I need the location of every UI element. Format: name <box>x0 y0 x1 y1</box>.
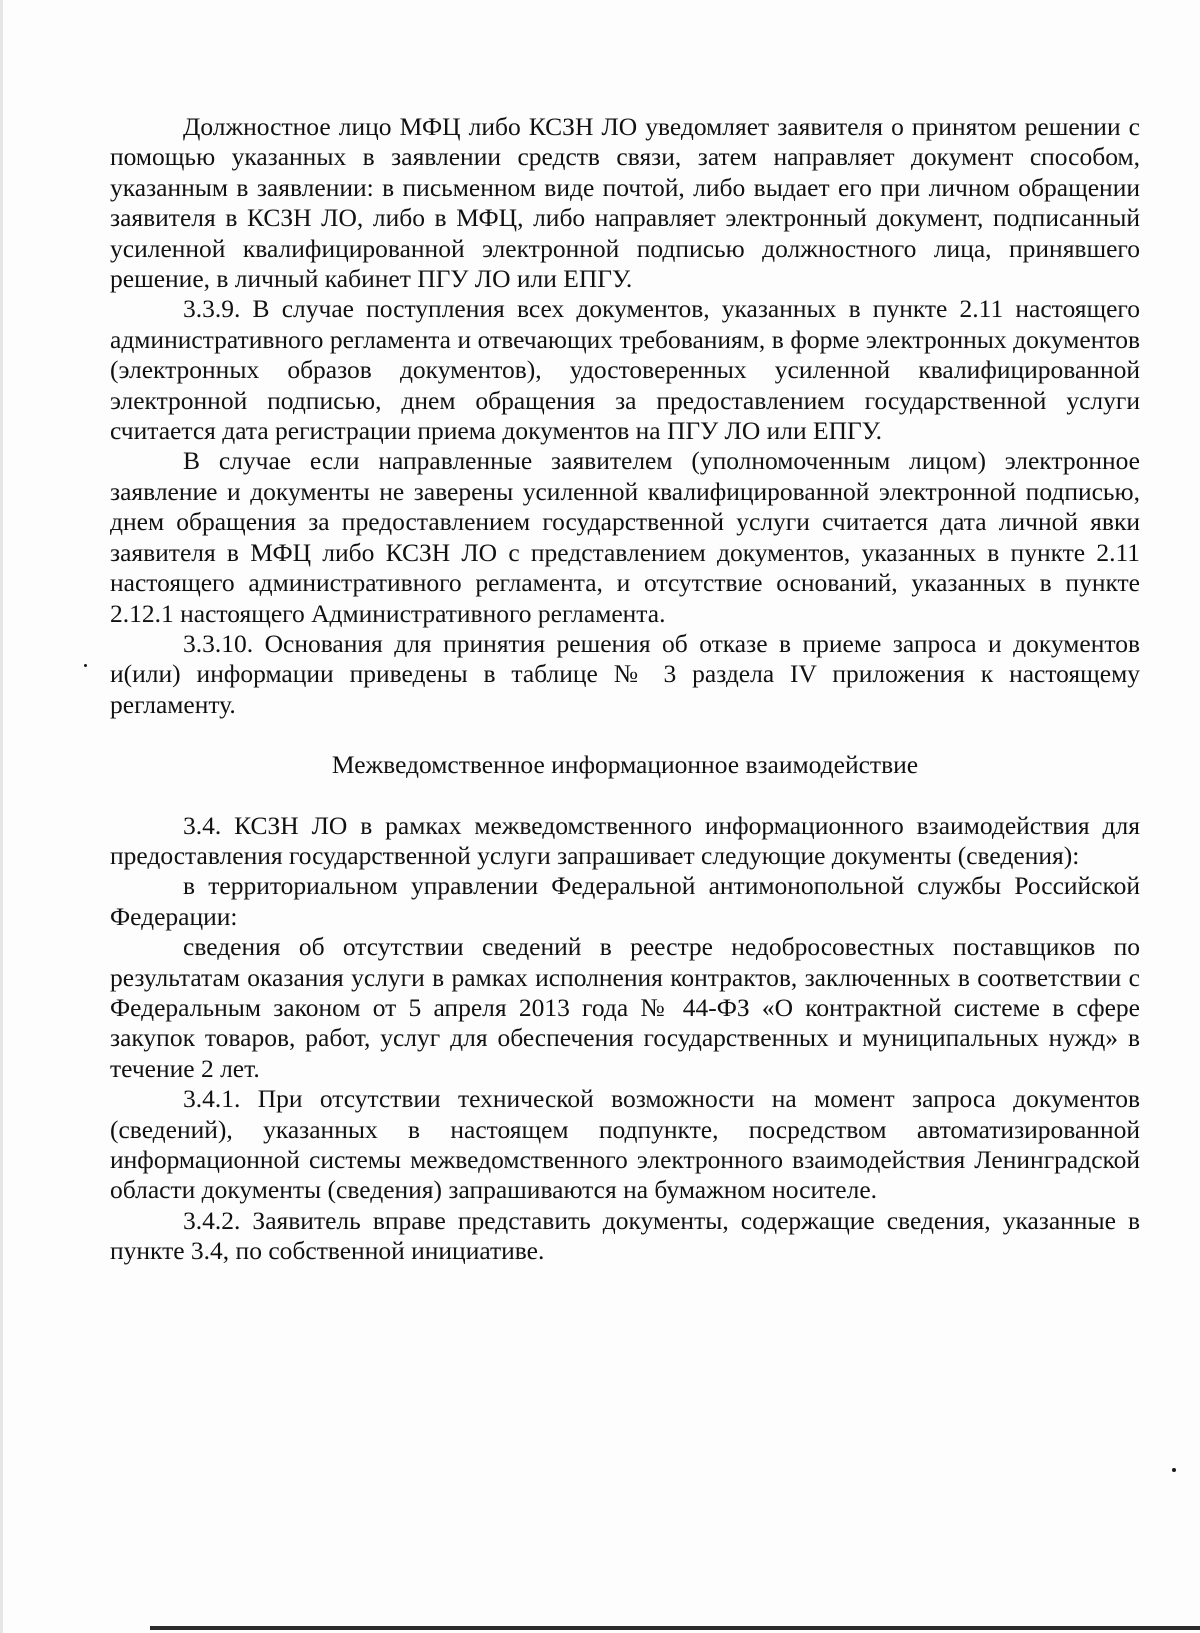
paragraph-unsigned-application: В случае если направленные заявителем (уполномоченным лицом) электронное заявление и документы не заверены усиленной квалифицированной электронной подписью, днем обращения за предоставлением государственной услуги считается дата личной явки заявителя в МФЦ либо КСЗН ЛО с представлением документов, указанных в пункте 2.11 настоящего административного регламента, и отсутствие оснований, указанных в пункте 2.12.1 настоящего Административного регламента. <box>110 446 1140 628</box>
scan-bottom-edge <box>150 1626 1200 1630</box>
paragraph-3-3-9: 3.3.9. В случае поступления всех документов, указанных в пункте 2.11 настоящего административного регламента и отвечающих требованиям, в форме электронных документов (электронных образов документов), удостоверенных усиленной квалифицированной электронной подписью, днем обращения за предоставлением государственной услуги считается дата регистрации приема документов на ПГУ ЛО или ЕПГУ. <box>110 294 1140 446</box>
paragraph-3-3-10: 3.3.10. Основания для принятия решения об отказе в приеме запроса и документов и(или) информации приведены в таблице № 3 раздела IV приложения к настоящему регламенту. <box>110 628 1140 719</box>
document-body <box>110 112 1140 1267</box>
scan-dot-left <box>84 664 87 667</box>
paragraph-registry-info: сведения об отсутствии сведений в реестре недобросовестных поставщиков по результатам оказания услуги в рамках исполнения контрактов, заключенных в соответствии с Федеральным законом от 5 апреля 2013 года № 44-ФЗ «О контрактной системе в сфере закупок товаров, работ, услуг для обеспечения государственных и муниципальных нужд» в течение 2 лет. <box>110 932 1140 1083</box>
paragraph-3-4: 3.4. КСЗН ЛО в рамках межведомственного информационного взаимодействия для предоставления государственной услуги запрашивает следующие документы (сведения): <box>110 810 1140 870</box>
paragraph-3-4-2: 3.4.2. Заявитель вправе представить документы, содержащие сведения, указанные в пункте 3.4, по собственной инициативе. <box>110 1205 1140 1266</box>
paragraph-fas-territorial: в территориальном управлении Федеральной антимонопольной службы Российской Федерации: <box>110 871 1140 931</box>
scan-dot-right <box>1172 1468 1176 1472</box>
section-heading: Межведомственное информационное взаимодействие <box>331 750 919 780</box>
paragraph-notification: Должностное лицо МФЦ либо КСЗН ЛО уведомляет заявителя о принятом решении с помощью указанных в заявлении средств связи, затем направляет документ способом, указанным в заявлении: в письменном виде почтой, либо выдает его при личном обращении заявителя в КСЗН ЛО, либо в МФЦ, либо направляет электронный документ, подписанный усиленной квалифицированной электронной подписью должностного лица, принявшего решение, в личный кабинет ПГУ ЛО или ЕПГУ. <box>110 112 1140 294</box>
scan-left-edge <box>0 0 3 1633</box>
paragraph-3-4-1: 3.4.1. При отсутствии технической возможности на момент запроса документов (сведений), указанных в настоящем подпункте, посредством автоматизированной информационной системы межведомственного электронного взаимодействия Ленинградской области документы (сведения) запрашиваются на бумажном носителе. <box>110 1084 1140 1205</box>
